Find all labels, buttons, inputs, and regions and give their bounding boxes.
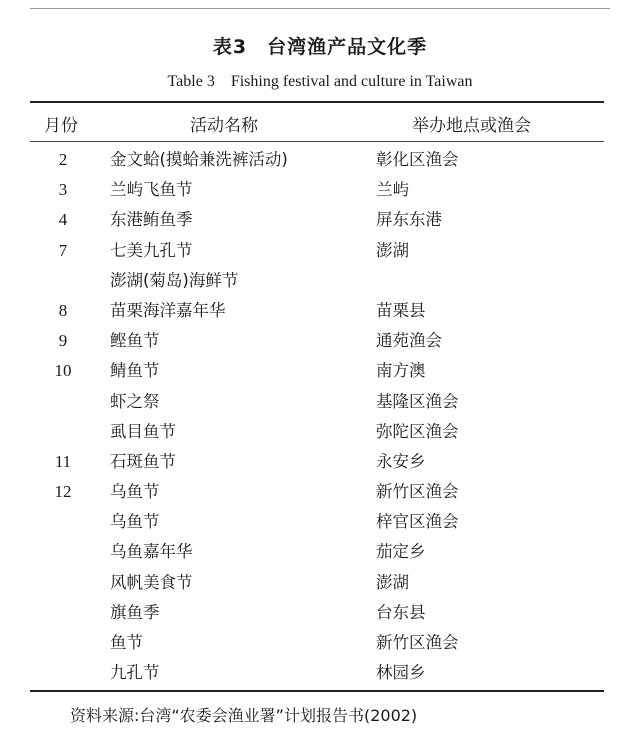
table-row (0, 537, 640, 567)
header-location: 举办地点或渔会 (412, 116, 531, 136)
table-row (0, 145, 640, 175)
cell-activity: 九孔节 (110, 663, 160, 683)
cell-activity: 金文蛤(摸蛤兼洗裤活动) (110, 150, 288, 169)
cell-activity: 乌鱼节 (110, 512, 160, 532)
table-title-chinese: 表3 台湾渔产品文化季 (212, 36, 428, 58)
cell-location: 通苑渔会 (376, 331, 442, 351)
cell-location: 澎湖 (376, 240, 409, 260)
cell-activity: 苗栗海洋嘉年华 (110, 300, 226, 320)
cell-month: 9 (58, 331, 68, 351)
source-note: 资料来源:台湾“农委会渔业署”计划报告书(2002) (70, 706, 418, 725)
header-month: 月份 (44, 116, 78, 136)
table-row (0, 296, 640, 326)
table-row (0, 568, 640, 598)
table-bottom-rule (30, 690, 604, 692)
cell-month: 2 (58, 150, 68, 169)
table-row (0, 266, 640, 296)
cell-location: 澎湖 (376, 572, 409, 592)
table-row (0, 175, 640, 205)
cell-location: 台东县 (376, 602, 426, 622)
cell-location: 新竹区渔会 (376, 482, 459, 502)
header-activity: 活动名称 (190, 116, 258, 136)
cell-activity: 石斑鱼节 (110, 451, 176, 471)
cell-activity: 虾之祭 (110, 391, 160, 411)
cell-location: 茄定乡 (376, 542, 426, 562)
cell-location: 屏东东港 (376, 210, 442, 230)
cell-location: 南方澳 (376, 361, 426, 381)
table-row (0, 326, 640, 356)
cell-activity: 兰屿飞鱼节 (110, 180, 193, 200)
cell-location: 彰化区渔会 (376, 150, 459, 169)
cell-activity: 风帆美食节 (110, 572, 193, 592)
cell-activity: 鲭鱼节 (110, 361, 160, 381)
table-row (0, 356, 640, 386)
table-row (0, 628, 640, 658)
cell-activity: 澎湖(菊岛)海鲜节 (110, 270, 239, 290)
table-row (0, 387, 640, 417)
table-title-english: Table 3 Fishing festival and culture in Taiwan (167, 73, 473, 90)
cell-location: 弥陀区渔会 (376, 421, 459, 441)
cell-month: 10 (54, 361, 72, 381)
cell-location: 新竹区渔会 (376, 633, 459, 652)
cell-month: 8 (58, 300, 68, 320)
table-row (0, 236, 640, 266)
cell-location: 基隆区渔会 (376, 391, 459, 411)
cell-month: 12 (54, 482, 72, 502)
cell-activity: 鲣鱼节 (110, 331, 160, 351)
cell-activity: 东港鲔鱼季 (110, 210, 193, 230)
cell-location: 永安乡 (376, 451, 426, 471)
table-row (0, 507, 640, 537)
table-row (0, 417, 640, 447)
top-divider (30, 8, 610, 9)
cell-activity: 虱目鱼节 (110, 421, 176, 441)
cell-location: 梓官区渔会 (376, 512, 459, 532)
cell-month: 3 (58, 180, 68, 200)
cell-activity: 鱼节 (110, 633, 143, 652)
cell-location: 兰屿 (376, 180, 409, 200)
table-body (0, 145, 640, 688)
cell-activity: 乌鱼嘉年华 (110, 542, 193, 562)
header-rule (30, 141, 604, 142)
table-row (0, 598, 640, 628)
cell-location: 苗栗县 (376, 300, 426, 320)
table-row (0, 658, 640, 688)
table-top-rule (30, 101, 604, 103)
table-row (0, 447, 640, 477)
cell-month: 7 (58, 240, 68, 260)
cell-month: 11 (54, 451, 72, 471)
cell-activity: 七美九孔节 (110, 240, 193, 260)
cell-activity: 旗鱼季 (110, 602, 160, 622)
cell-activity: 乌鱼节 (110, 482, 160, 502)
cell-location: 林园乡 (376, 663, 426, 683)
table-row (0, 477, 640, 507)
table-row (0, 205, 640, 235)
cell-month: 4 (58, 210, 68, 230)
